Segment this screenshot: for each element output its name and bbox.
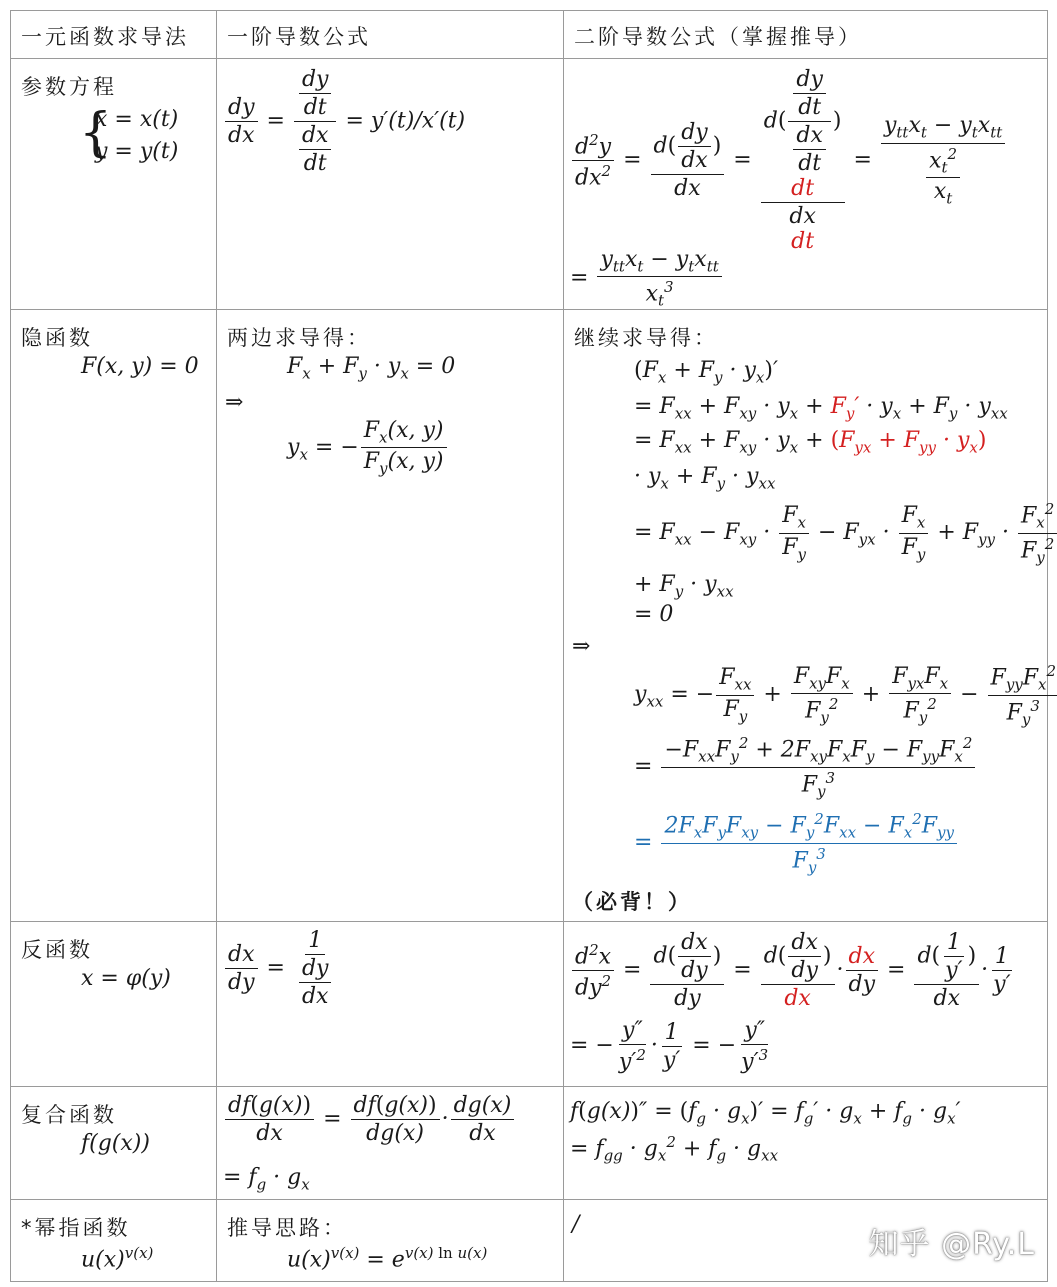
implicit-result-final: = $\frac{2F_xF_yF_{xy} - F_y^2F_{xx} - F_x^2F_{yy}}{F_y^3}$ [634, 810, 959, 876]
param-method-cell [11, 59, 217, 310]
param-eq-x: x = x(t) [95, 107, 179, 132]
composite-second-result: = $f_{gg} \cdot g_x^2 + f_g \cdot g_{xx}$ [570, 1133, 779, 1165]
implicit-step-3: = $F_{xx} + F_{xy} \cdot y_x + (F_{yx} + F_{yy} \cdot y_x)$ [634, 428, 987, 457]
watermark: 知乎 @Ry.L [868, 1227, 1035, 1262]
param-second-formula: $\frac{d^2y}{dx^2}$ = d( $\frac{dy}{dx}$ ) dx = d( $\frac{\frac{dy}{dt}}{\frac{dx}{dt}}$ ) dt dx dt = $\frac{y_{tt}x_t - y_tx_{tt}}{\frac{x_t^2}{x_t}}$ [570, 67, 1007, 254]
powerexp-first-cell [217, 1200, 564, 1282]
param-eq-y: y = y(t) [95, 139, 179, 164]
param-name: 参数方程 [21, 75, 117, 99]
implicit-c3-intro: 继续求导得： [574, 326, 718, 350]
implicit-implies: ⇒ [225, 390, 244, 415]
row-composite [11, 1087, 1048, 1200]
implicit-func: F(x, y) = 0 [81, 354, 199, 379]
implicit-name: 隐函数 [21, 326, 93, 350]
powerexp-formula: $u(x)^{v(x)} = e^{v(x) ln u(x)}$ [287, 1244, 488, 1273]
implicit-step-3b: · $y_x + F_y \cdot y_{xx}$ [634, 464, 776, 493]
implicit-first-cell [217, 310, 564, 922]
powerexp-c3-text: / [572, 1212, 580, 1237]
param-first-cell [217, 59, 564, 310]
composite-second-cell [564, 1087, 1048, 1200]
implicit-first-eq: $F_x + F_y \cdot y_x = 0$ [287, 354, 456, 383]
header-cell-method [11, 11, 217, 59]
derivative-table [10, 10, 1057, 1282]
implicit-step-4: = $F_{xx} - F_{xy}$ · $\frac{F_x}{F_y}$ − $F_{yx}$ · $\frac{F_x}{F_y}$ + $F_{yy}$ · $\frac{F_x^2}{F_y^2}$ [634, 500, 1057, 566]
implicit-step-4b: + $F_y \cdot y_{xx}$ [634, 572, 734, 601]
implicit-implies-2: ⇒ [572, 634, 591, 659]
inverse-second-cell [564, 922, 1048, 1087]
header-cell-first [217, 11, 564, 59]
row-parametric [11, 59, 1048, 310]
row-inverse [11, 922, 1048, 1087]
implicit-step-5: = 0 [634, 602, 674, 627]
composite-func: f(g(x)) [81, 1131, 150, 1156]
inverse-method-cell [11, 922, 217, 1087]
implicit-result-2: = $\frac{-F_{xx}F_y^2 + 2F_{xy}F_xF_y - F_{yy}F_x^2}{F_y^3}$ [634, 734, 977, 800]
implicit-c2-intro: 两边求导得： [227, 326, 371, 350]
param-second-cell [564, 59, 1048, 310]
composite-second-formula: $f(g(x))'' = (f_g \cdot g_x)' = f_g' \cdot g_x + f_g \cdot g_x'$ [570, 1099, 961, 1128]
composite-first-result: = $f_g \cdot g_x$ [223, 1165, 310, 1194]
implicit-step-1: $(F_x + F_y \cdot y_x)'$ [634, 358, 778, 387]
composite-first-cell [217, 1087, 564, 1200]
composite-name: 复合函数 [21, 1103, 117, 1127]
implicit-second-cell [564, 310, 1057, 922]
header-second-derivative: 二阶导数公式（掌握推导） [574, 25, 862, 49]
powerexp-name: *幂指函数 [21, 1216, 131, 1240]
powerexp-func: $u(x)^{v(x)}$ [81, 1244, 154, 1273]
powerexp-method-cell [11, 1200, 217, 1282]
implicit-method-cell [11, 310, 217, 922]
inverse-first-cell [217, 922, 564, 1087]
inverse-func: x = φ(y) [81, 966, 171, 991]
powerexp-c2-intro: 推导思路： [227, 1216, 347, 1240]
param-second-result: = $\frac{y_{tt}x_t - y_tx_{tt}}{x_t^3}$ [570, 247, 724, 310]
inverse-first-formula: $\frac{dx}{dy}$ = $\frac{1}{\frac{dy}{dx}}$ [223, 928, 338, 1009]
header-first-derivative: 一阶导数公式 [227, 25, 371, 49]
header-method: 一元函数求导法 [21, 25, 189, 49]
header-row [11, 11, 1048, 59]
implicit-must-note: （必背！） [572, 890, 692, 914]
header-cell-second [564, 11, 1048, 59]
param-first-formula: $\frac{dy}{dx}$ = $\frac{\frac{dy}{dt}}{\frac{dx}{dt}}$ = y′(t)/x′(t) [223, 67, 465, 176]
inverse-second-formula: $\frac{d^2x}{dy^2}$ = d( $\frac{dx}{dy}$ ) dy = d( $\frac{dx}{dy}$ ) dx · $\frac{dx}{dy}$ = d( $\frac{1}{y'}$ ) dx · $\frac{1}{y'}$ [570, 930, 1016, 1011]
row-implicit [11, 310, 1048, 922]
implicit-first-result: $y_x$ = − $\frac{F_x(x, y)}{F_y(x, y)}$ [287, 418, 449, 478]
implicit-step-2: = $F_{xx} + F_{xy} \cdot y_x + F_y' \cdot y_x + F_y \cdot y_{xx}$ [634, 394, 1008, 423]
inverse-name: 反函数 [21, 938, 93, 962]
composite-first-formula: $\frac{df(g(x))}{dx}$ = $\frac{df(g(x))}{dg(x)}$ · $\frac{dg(x)}{dx}$ [223, 1093, 516, 1146]
param-system: { [79, 103, 113, 163]
inverse-second-result: = − $\frac{y''}{y'^2}$ · $\frac{1}{y'}$ = − $\frac{y''}{y'^3}$ [570, 1018, 769, 1075]
composite-method-cell [11, 1087, 217, 1200]
implicit-result-1: $y_{xx}$ = − $\frac{F_{xx}}{F_y}$ + $\frac{F_{xy}F_x}{F_y^2}$ + $\frac{F_{yx}F_x}{F_y^2}$ − $\frac{F_{yy}F_x^2}{F_y^3}$ [634, 662, 1057, 728]
